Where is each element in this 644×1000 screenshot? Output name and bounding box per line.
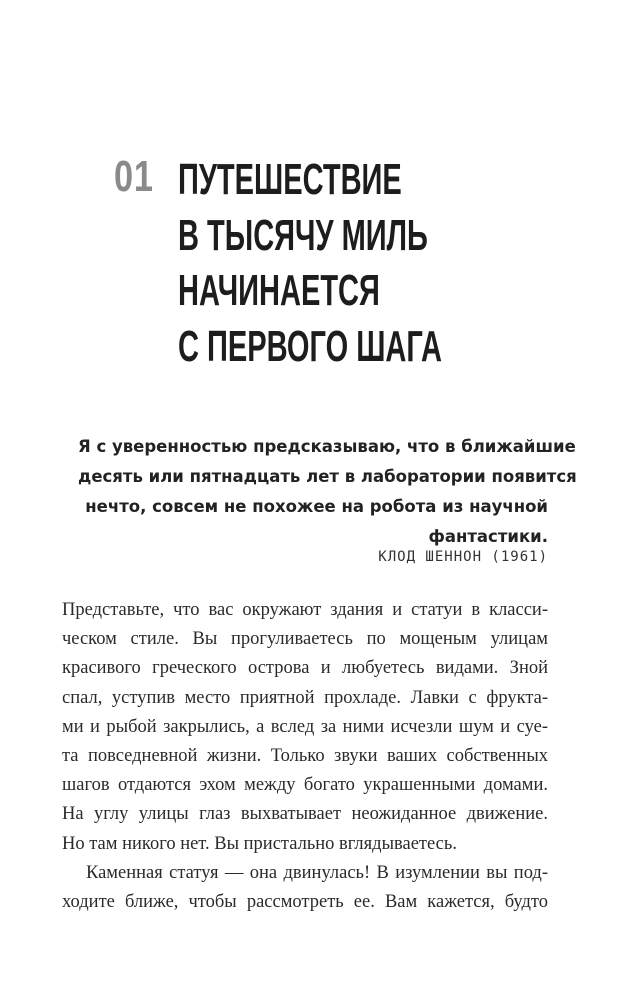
body-line: та повседневной жизни. Только звуки ваших собственных <box>62 745 548 766</box>
epigraph-line: Я с уверенностью предсказываю, что в ближайшие <box>78 437 576 456</box>
body-line: спал, уступив место приятной прохладе. Лавки с фрукта- <box>62 687 548 708</box>
chapter-title <box>178 152 578 374</box>
epigraph-author: КЛОД ШЕННОН (1961) <box>378 549 548 565</box>
title-line: С ПЕРВОГО ШАГА <box>178 321 442 371</box>
body-line: шагов отдаются эхом между богато украшенными домами. <box>62 775 548 796</box>
title-line: НАЧИНАЕТСЯ <box>178 266 380 315</box>
epigraph <box>78 432 577 552</box>
epigraph-line: фантастики. <box>428 527 548 546</box>
body-line: ми и рыбой закрылись, а вслед за ними исчезли шум и суе- <box>62 716 548 737</box>
body-line: Каменная статуя — она двинулась! В изумлении вы под- <box>86 862 548 883</box>
body-line: Но там никого нет. Вы пристально вглядываетесь. <box>62 833 457 854</box>
epigraph-line: десять или пятнадцать лет в лаборатории появится <box>78 467 577 486</box>
chapter-number: 01 <box>114 152 154 201</box>
title-line: ПУТЕШЕСТВИЕ <box>178 155 402 204</box>
body-line: На углу улицы глаз выхватывает неожиданное движение. <box>62 804 548 825</box>
title-line: В ТЫСЯЧУ МИЛЬ <box>178 210 428 260</box>
body-line: Представьте, что вас окружают здания и статуи в класси- <box>62 600 548 620</box>
body-line: красивого греческого острова и любуетесь видами. Зной <box>62 658 548 679</box>
body-line: ходите ближе, чтобы рассмотреть ее. Вам кажется, будто <box>62 891 548 912</box>
body-text <box>62 596 548 917</box>
epigraph-line: нечто, совсем не похожее на робота из научной <box>85 497 548 516</box>
body-line: ческом стиле. Вы прогуливаетесь по мощеным улицам <box>62 629 548 650</box>
